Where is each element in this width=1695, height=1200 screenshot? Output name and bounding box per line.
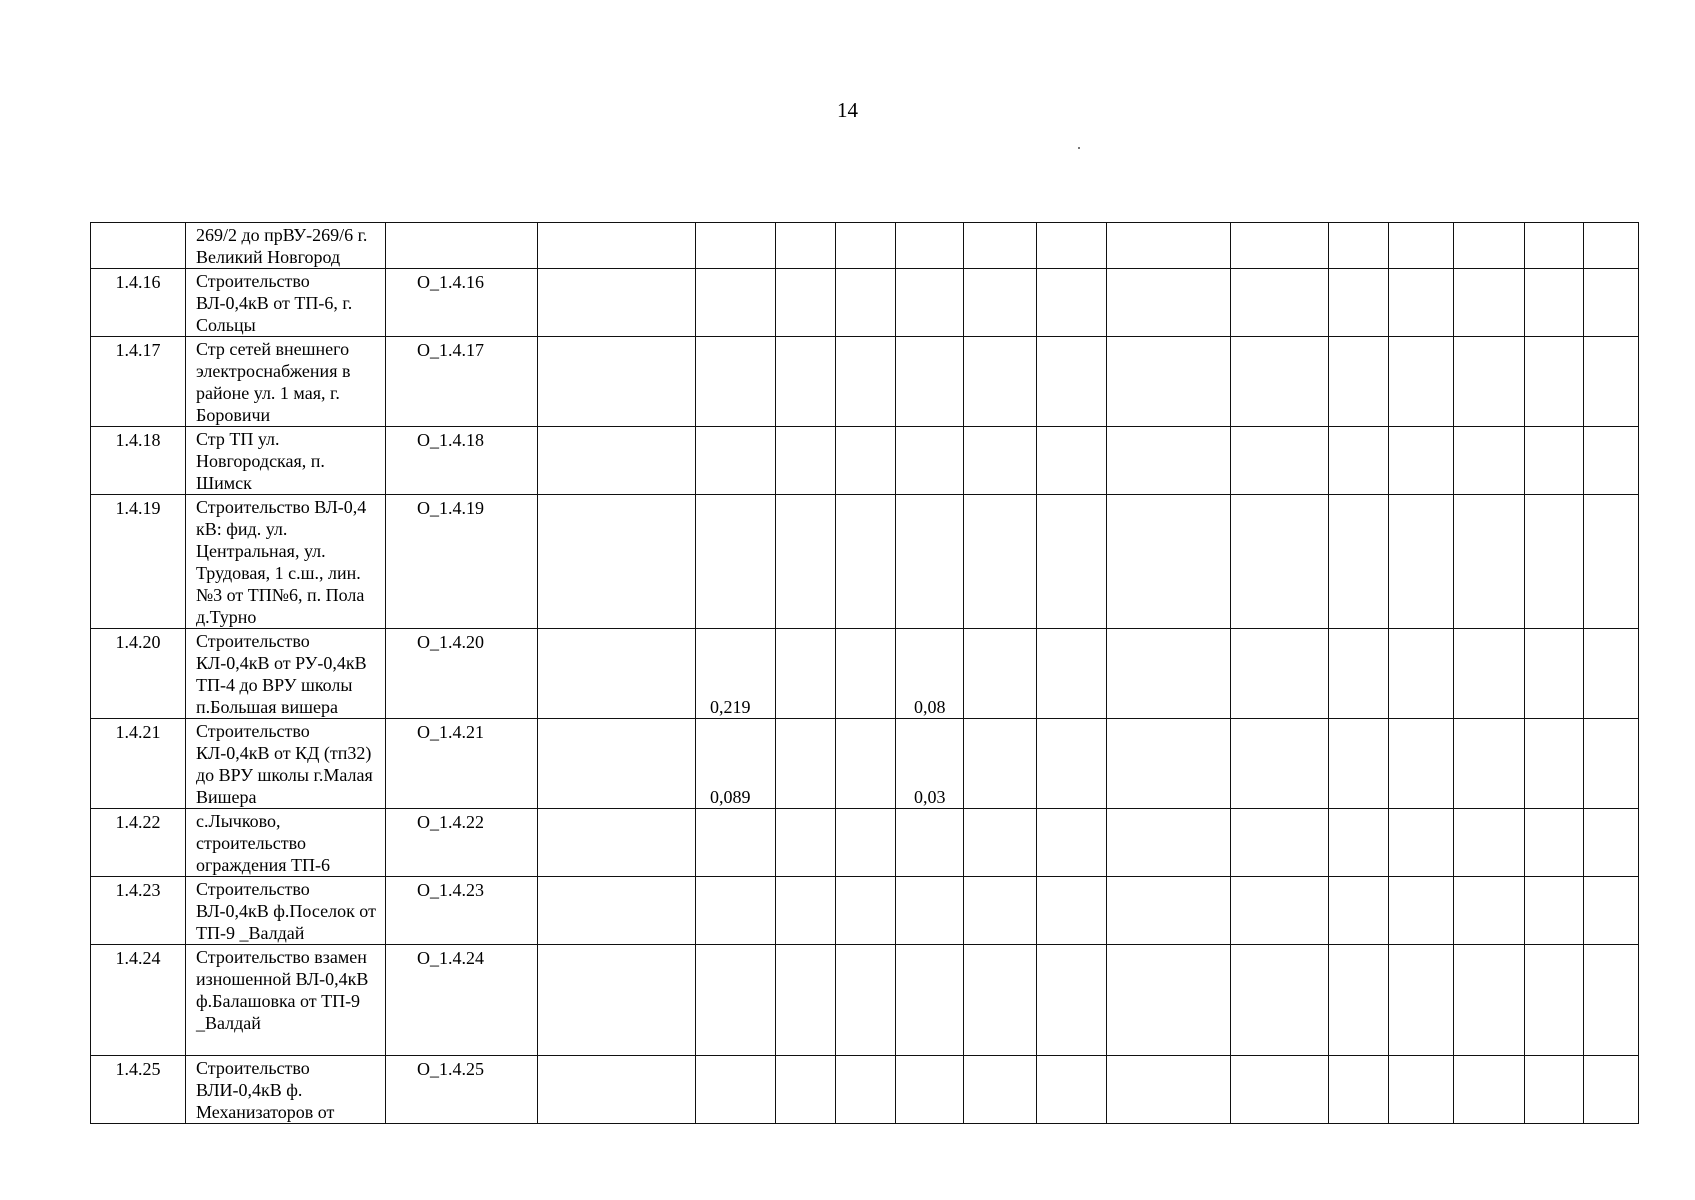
empty-cell: [1231, 337, 1329, 427]
empty-cell: [1525, 337, 1584, 427]
project-code: О_1.4.23: [386, 877, 538, 945]
empty-cell: [1329, 223, 1389, 269]
table-row: [91, 427, 1639, 495]
empty-cell: [1231, 719, 1329, 809]
project-code: О_1.4.21: [386, 719, 538, 809]
table-row: [91, 269, 1639, 337]
empty-cell: [1231, 945, 1329, 1056]
empty-cell: [1231, 269, 1329, 337]
empty-cell: [776, 1056, 836, 1124]
empty-cell: [1231, 629, 1329, 719]
empty-cell: [1454, 223, 1525, 269]
empty-cell: [1389, 495, 1454, 629]
project-code: О_1.4.24: [386, 945, 538, 1056]
empty-cell: [776, 945, 836, 1056]
empty-cell: [1107, 629, 1231, 719]
value-cell: [896, 809, 964, 877]
empty-cell: [1525, 629, 1584, 719]
empty-cell: [1231, 495, 1329, 629]
empty-cell: [776, 629, 836, 719]
empty-cell: [1037, 269, 1107, 337]
value-cell: [696, 427, 776, 495]
empty-cell: [964, 719, 1037, 809]
empty-cell: [1107, 877, 1231, 945]
project-name: Строительство ВЛ-0,4кВ от ТП-6, г. Сольцы: [186, 269, 386, 337]
project-name: 269/2 до прВУ-269/6 г. Великий Новгород: [186, 223, 386, 269]
empty-cell: [1525, 877, 1584, 945]
empty-cell: [1231, 223, 1329, 269]
empty-cell: [1107, 809, 1231, 877]
empty-cell: [1525, 1056, 1584, 1124]
empty-cell: [1329, 337, 1389, 427]
row-number: 1.4.20: [91, 629, 186, 719]
row-number: 1.4.23: [91, 877, 186, 945]
project-name: Строительство КЛ-0,4кВ от КД (тп32) до ВРУ школы г.Малая Вишера: [186, 719, 386, 809]
project-name: с.Лычково, строительство ограждения ТП-6: [186, 809, 386, 877]
value-cell: [896, 269, 964, 337]
empty-cell: [1037, 495, 1107, 629]
empty-cell: [1525, 223, 1584, 269]
empty-cell: [836, 269, 896, 337]
empty-cell: [1389, 1056, 1454, 1124]
project-code: О_1.4.18: [386, 427, 538, 495]
value-cell: [696, 337, 776, 427]
table-row: [91, 809, 1639, 877]
empty-cell: [1454, 809, 1525, 877]
empty-cell: [1525, 809, 1584, 877]
empty-cell: [1454, 719, 1525, 809]
project-name: Строительство взамен изношенной ВЛ-0,4кВ ф.Балашовка от ТП-9 _Валдай: [186, 945, 386, 1056]
project-code: [386, 223, 538, 269]
value-cell: [896, 945, 964, 1056]
empty-cell: [776, 269, 836, 337]
empty-cell: [1329, 809, 1389, 877]
empty-cell: [836, 877, 896, 945]
empty-cell: [836, 945, 896, 1056]
row-number: 1.4.25: [91, 1056, 186, 1124]
project-code: О_1.4.19: [386, 495, 538, 629]
value-cell: [696, 877, 776, 945]
row-number: 1.4.19: [91, 495, 186, 629]
empty-cell: [964, 1056, 1037, 1124]
empty-cell: [1584, 223, 1639, 269]
empty-cell: [538, 495, 696, 629]
value-cell: [696, 809, 776, 877]
empty-cell: [964, 945, 1037, 1056]
empty-cell: [538, 269, 696, 337]
table-row: [91, 877, 1639, 945]
empty-cell: [1389, 945, 1454, 1056]
empty-cell: [1454, 629, 1525, 719]
value-cell: [896, 337, 964, 427]
value-cell: [896, 877, 964, 945]
empty-cell: [1454, 269, 1525, 337]
table-row: [91, 495, 1639, 629]
value-cell: [696, 1056, 776, 1124]
empty-cell: [538, 809, 696, 877]
row-number: 1.4.17: [91, 337, 186, 427]
scan-speck: [1078, 147, 1080, 149]
empty-cell: [1037, 809, 1107, 877]
empty-cell: [1584, 1056, 1639, 1124]
table-row: [91, 945, 1639, 1056]
empty-cell: [1107, 719, 1231, 809]
empty-cell: [964, 877, 1037, 945]
empty-cell: [1389, 223, 1454, 269]
empty-cell: [1329, 495, 1389, 629]
empty-cell: [836, 719, 896, 809]
empty-cell: [1584, 877, 1639, 945]
empty-cell: [836, 495, 896, 629]
empty-cell: [1107, 269, 1231, 337]
value-cell: 0,03: [896, 719, 964, 809]
empty-cell: [964, 495, 1037, 629]
empty-cell: [776, 877, 836, 945]
row-number: 1.4.24: [91, 945, 186, 1056]
empty-cell: [1584, 269, 1639, 337]
empty-cell: [1329, 877, 1389, 945]
value-cell: [696, 223, 776, 269]
table-row: [91, 1056, 1639, 1124]
value-cell: [896, 223, 964, 269]
row-number: 1.4.22: [91, 809, 186, 877]
empty-cell: [836, 223, 896, 269]
empty-cell: [1454, 337, 1525, 427]
empty-cell: [1107, 945, 1231, 1056]
empty-cell: [1389, 269, 1454, 337]
project-code: О_1.4.16: [386, 269, 538, 337]
row-number: 1.4.16: [91, 269, 186, 337]
empty-cell: [538, 337, 696, 427]
value-cell: [896, 495, 964, 629]
empty-cell: [964, 427, 1037, 495]
page-number: 14: [837, 98, 858, 122]
empty-cell: [1329, 719, 1389, 809]
empty-cell: [964, 223, 1037, 269]
empty-cell: [1525, 719, 1584, 809]
empty-cell: [1329, 945, 1389, 1056]
value-cell: 0,219: [696, 629, 776, 719]
empty-cell: [1525, 269, 1584, 337]
empty-cell: [964, 629, 1037, 719]
empty-cell: [1107, 1056, 1231, 1124]
empty-cell: [1037, 223, 1107, 269]
empty-cell: [1231, 427, 1329, 495]
empty-cell: [1389, 629, 1454, 719]
empty-cell: [1037, 719, 1107, 809]
project-name: Строительство ВЛ-0,4кВ ф.Поселок от ТП-9 _Валдай: [186, 877, 386, 945]
empty-cell: [964, 269, 1037, 337]
value-cell: [896, 427, 964, 495]
row-number: [91, 223, 186, 269]
empty-cell: [538, 719, 696, 809]
empty-cell: [776, 223, 836, 269]
project-code: О_1.4.22: [386, 809, 538, 877]
empty-cell: [1231, 877, 1329, 945]
project-name: Строительство КЛ-0,4кВ от РУ-0,4кВ ТП-4 до ВРУ школы п.Большая вишера: [186, 629, 386, 719]
empty-cell: [1584, 945, 1639, 1056]
empty-cell: [1389, 877, 1454, 945]
empty-cell: [1037, 629, 1107, 719]
empty-cell: [1584, 495, 1639, 629]
empty-cell: [1584, 337, 1639, 427]
value-cell: [896, 1056, 964, 1124]
empty-cell: [538, 629, 696, 719]
project-name: Строительство ВЛИ-0,4кВ ф. Механизаторов от: [186, 1056, 386, 1124]
empty-cell: [776, 337, 836, 427]
empty-cell: [964, 337, 1037, 427]
empty-cell: [538, 427, 696, 495]
empty-cell: [1329, 427, 1389, 495]
table-row: [91, 719, 1639, 809]
table-row: [91, 337, 1639, 427]
empty-cell: [836, 427, 896, 495]
empty-cell: [1584, 719, 1639, 809]
empty-cell: [1107, 427, 1231, 495]
project-name: Стр ТП ул. Новгородская, п. Шимск: [186, 427, 386, 495]
empty-cell: [1329, 629, 1389, 719]
empty-cell: [1389, 809, 1454, 877]
investment-table: [90, 222, 1639, 1124]
empty-cell: [1584, 809, 1639, 877]
empty-cell: [1107, 223, 1231, 269]
value-cell: 0,08: [896, 629, 964, 719]
empty-cell: [1454, 945, 1525, 1056]
empty-cell: [1329, 269, 1389, 337]
value-cell: [696, 945, 776, 1056]
empty-cell: [1584, 427, 1639, 495]
value-cell: 0,089: [696, 719, 776, 809]
empty-cell: [1037, 427, 1107, 495]
empty-cell: [1454, 427, 1525, 495]
empty-cell: [1454, 495, 1525, 629]
value-cell: [696, 269, 776, 337]
empty-cell: [1389, 719, 1454, 809]
empty-cell: [1231, 809, 1329, 877]
empty-cell: [964, 809, 1037, 877]
empty-cell: [1525, 495, 1584, 629]
project-code: О_1.4.20: [386, 629, 538, 719]
empty-cell: [1389, 427, 1454, 495]
empty-cell: [836, 629, 896, 719]
value-cell: [696, 495, 776, 629]
row-number: 1.4.18: [91, 427, 186, 495]
empty-cell: [1389, 337, 1454, 427]
empty-cell: [1454, 877, 1525, 945]
empty-cell: [1525, 945, 1584, 1056]
empty-cell: [836, 1056, 896, 1124]
empty-cell: [1107, 337, 1231, 427]
empty-cell: [538, 1056, 696, 1124]
empty-cell: [776, 719, 836, 809]
empty-cell: [538, 877, 696, 945]
empty-cell: [836, 809, 896, 877]
empty-cell: [1525, 427, 1584, 495]
project-code: О_1.4.17: [386, 337, 538, 427]
empty-cell: [1037, 1056, 1107, 1124]
empty-cell: [1231, 1056, 1329, 1124]
empty-cell: [1107, 495, 1231, 629]
empty-cell: [776, 495, 836, 629]
empty-cell: [538, 223, 696, 269]
empty-cell: [776, 427, 836, 495]
empty-cell: [1584, 629, 1639, 719]
table-row: [91, 629, 1639, 719]
table-row: [91, 223, 1639, 269]
project-name: Стр сетей внешнего электроснабжения в районе ул. 1 мая, г. Боровичи: [186, 337, 386, 427]
empty-cell: [776, 809, 836, 877]
empty-cell: [538, 945, 696, 1056]
project-name: Строительство ВЛ-0,4 кВ: фид. ул. Центральная, ул. Трудовая, 1 с.ш., лин. №3 от ТП№6, п. Пола д.Турно: [186, 495, 386, 629]
row-number: 1.4.21: [91, 719, 186, 809]
empty-cell: [1454, 1056, 1525, 1124]
project-code: О_1.4.25: [386, 1056, 538, 1124]
empty-cell: [1329, 1056, 1389, 1124]
empty-cell: [1037, 877, 1107, 945]
empty-cell: [836, 337, 896, 427]
empty-cell: [1037, 337, 1107, 427]
empty-cell: [1037, 945, 1107, 1056]
